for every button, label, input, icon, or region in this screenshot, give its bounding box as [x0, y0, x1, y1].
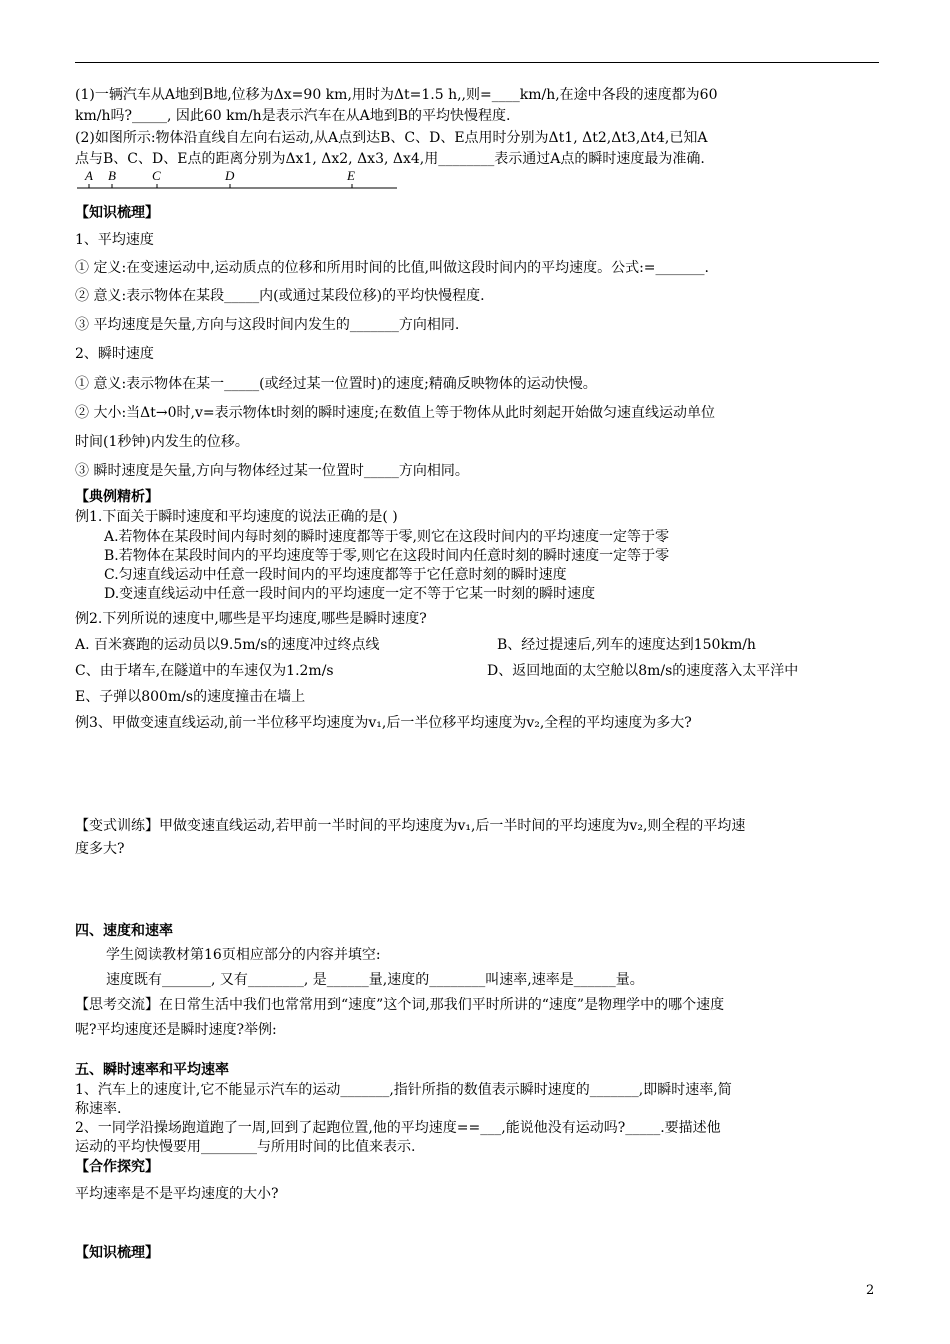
section-heading: 【典例精析】: [75, 489, 159, 505]
text-line: 例3、甲做变速直线运动,前一半位移平均速度为v₁,后一半位移平均速度为v₂,全程的平均速度为多大?: [75, 715, 692, 731]
section-heading: 四、速度和速率: [75, 923, 173, 939]
section-heading: 【知识梳理】: [75, 205, 159, 221]
text-line: 速度既有_______, 又有________, 是______量,速度的________叫速率,速率是______量。: [106, 972, 644, 988]
text-line: ① 意义:表示物体在某一_____(或经过某一位置时)的速度;精确反映物体的运动快慢。: [75, 376, 597, 392]
text-line: 称速率.: [75, 1101, 122, 1117]
section-heading: 【合作探究】: [75, 1159, 159, 1175]
text-line: 学生阅读教材第16页相应部分的内容并填空:: [106, 947, 381, 963]
text-line: 2、一同学沿操场跑道跑了一周,回到了起跑位置,他的平均速度==___,能说他没有运动吗?_____.要描述他: [75, 1120, 721, 1136]
section-heading: 【知识梳理】: [75, 1245, 159, 1261]
text-line: 2、瞬时速度: [75, 346, 154, 362]
option-line: C、由于堵车,在隧道中的车速仅为1.2m/s: [75, 663, 334, 679]
text-line: 平均速率是不是平均速度的大小?: [75, 1186, 279, 1202]
text-line: 1、汽车上的速度计,它不能显示汽车的运动_______,指针所指的数值表示瞬时速度的_______,即瞬时速率,简: [75, 1082, 732, 1098]
option-line: B、经过提速后,列车的速度达到150km/h: [497, 637, 756, 653]
option-line: D、返回地面的太空舱以8m/s的速度落入太平洋中: [487, 663, 799, 679]
option-line: B.若物体在某段时间内的平均速度等于零,则它在这段时间内任意时刻的瞬时速度一定等于零: [104, 548, 670, 564]
text-line: 1、平均速度: [75, 232, 154, 248]
text-line: ③ 瞬时速度是矢量,方向与物体经过某一位置时_____方向相同。: [75, 463, 469, 479]
point-label-b: B: [108, 168, 116, 183]
text-line: 例2.下列所说的速度中,哪些是平均速度,哪些是瞬时速度?: [75, 611, 427, 627]
option-line: A. 百米赛跑的运动员以9.5m/s的速度冲过终点线: [75, 637, 380, 653]
point-label-d: D: [225, 168, 235, 183]
text-line: 运动的平均快慢要用________与所用时间的比值来表示.: [75, 1139, 416, 1155]
point-label-c: C: [152, 168, 161, 183]
option-line: C.匀速直线运动中任意一段时间内的平均速度都等于它任意时刻的瞬时速度: [104, 567, 567, 583]
header-rule: [75, 62, 879, 63]
text-line: 点与B、C、D、E点的距离分别为Δx1, Δx2, Δx3, Δx4,用________表示通过A点的瞬时速度最为准确.: [75, 151, 705, 167]
text-line: 例1.下面关于瞬时速度和平均速度的说法正确的是( ): [75, 509, 398, 525]
option-line: D.变速直线运动中任意一段时间内的平均速度一定不等于它某一时刻的瞬时速度: [104, 586, 596, 602]
text-line: 【变式训练】甲做变速直线运动,若甲前一半时间的平均速度为v₁,后一半时间的平均速度为v₂,则全程的平均速: [75, 818, 746, 834]
section-heading: 五、瞬时速率和平均速率: [75, 1062, 229, 1078]
text-line: (1)一辆汽车从A地到B地,位移为Δx=90 km,用时为Δt=1.5 h,,则=____km/h,在途中各段的速度都为60: [75, 87, 718, 103]
option-line: E、子弹以800m/s的速度撞击在墙上: [75, 689, 306, 705]
option-line: A.若物体在某段时间内每时刻的瞬时速度都等于零,则它在这段时间内的平均速度一定等于零: [104, 529, 670, 545]
motion-line-diagram: [75, 166, 405, 196]
page-number: 2: [866, 1283, 875, 1298]
point-label-e: E: [347, 168, 355, 183]
point-label-a: A: [85, 168, 93, 183]
text-line: ② 意义:表示物体在某段_____内(或通过某段位移)的平均快慢程度.: [75, 288, 485, 304]
text-line: 呢?平均速度还是瞬时速度?举例:: [75, 1022, 277, 1038]
text-line: 度多大?: [75, 841, 125, 857]
text-line: ② 大小:当Δt→0时,v=表示物体t时刻的瞬时速度;在数值上等于物体从此时刻起开始做匀速直线运动单位: [75, 405, 715, 421]
text-line: 【思考交流】在日常生活中我们也常常用到“速度”这个词,那我们平时所讲的“速度”是物理学中的哪个速度: [75, 997, 725, 1013]
text-line: 时间(1秒钟)内发生的位移。: [75, 434, 249, 450]
text-line: km/h吗?_____, 因此60 km/h是表示汽车在从A地到B的平均快慢程度.: [75, 108, 511, 124]
text-line: (2)如图所示:物体沿直线自左向右运动,从A点到达B、C、D、E点用时分别为Δt1, Δt2,Δt3,Δt4,已知A: [75, 130, 708, 146]
text-line: ③ 平均速度是矢量,方向与这段时间内发生的_______方向相同.: [75, 317, 460, 333]
text-line: ① 定义:在变速运动中,运动质点的位移和所用时间的比值,叫做这段时间内的平均速度。公式:=_______.: [75, 260, 709, 276]
